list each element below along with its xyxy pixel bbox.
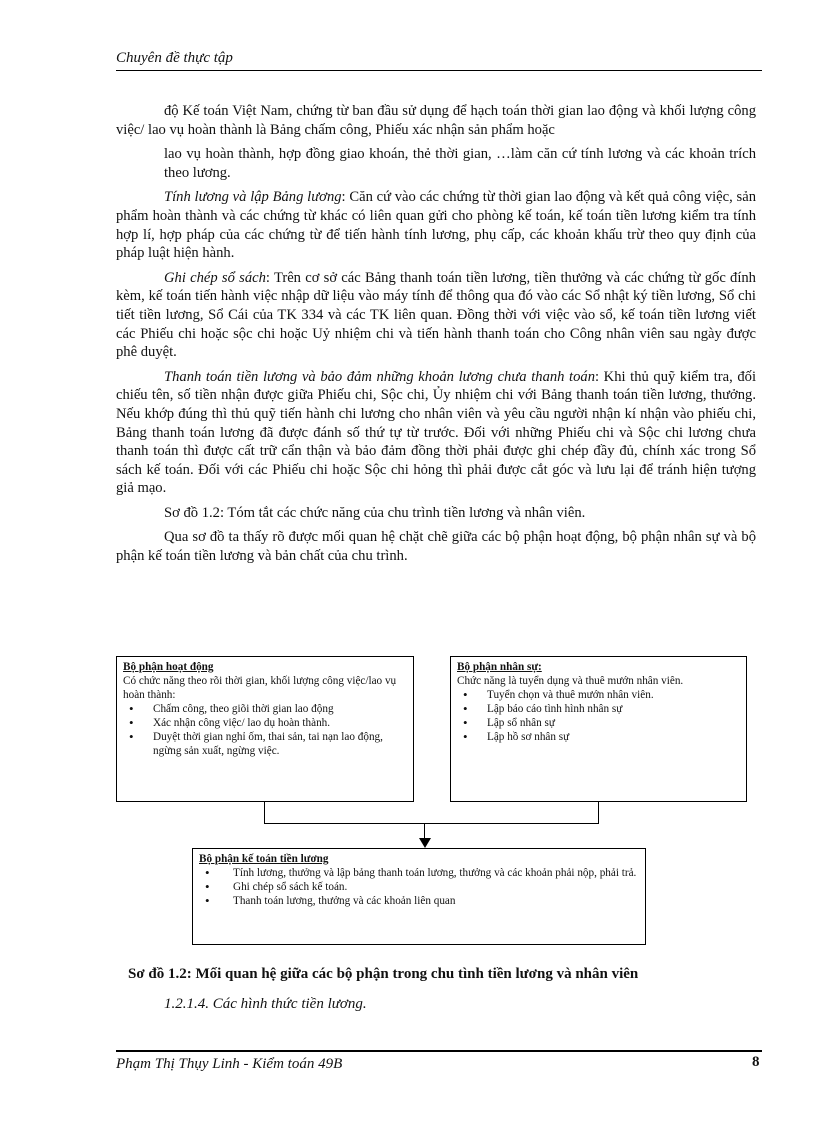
list-item: • Lập sổ nhân sự — [457, 716, 740, 730]
paragraph-3 — [116, 188, 756, 262]
body-text — [116, 102, 756, 572]
list-item: • Tuyển chọn và thuê mướn nhân viên. — [457, 688, 740, 702]
footer-rule — [116, 1050, 762, 1052]
paragraph-1: độ Kế toán Việt Nam, chứng từ ban đầu sử dụng để hạch toán thời gian lao động và khối lượng công việc/ lao vụ hoàn thành là Bảng chấm công, Phiếu xác nhận sản phẩm hoặc — [116, 103, 756, 138]
paragraph-5 — [116, 368, 756, 498]
list-item: • Ghi chép sổ sách kế toán. — [199, 880, 639, 894]
page-number: 8 — [752, 1054, 760, 1070]
paragraph-4-lead: Ghi chép sổ sách — [164, 269, 266, 286]
paragraph-6: Sơ đồ 1.2: Tóm tắt các chức năng của chu trình tiền lương và nhân viên. — [164, 504, 586, 521]
box-left-intro: Có chức năng theo rõi thời gian, khối lượng công việc/lao vụ hoàn thành: — [123, 675, 397, 701]
diagram-caption: Sơ đồ 1.2: Mối quan hệ giữa các bộ phận trong chu tình tiền lương và nhân viên — [128, 966, 639, 982]
box-payroll-accounting — [192, 848, 646, 945]
box-left-title: Bộ phận hoạt động — [123, 661, 214, 673]
list-item: • Thanh toán lương, thưởng và các khoản liên quan — [199, 894, 639, 908]
header-rule — [116, 70, 762, 71]
list-item: • Duyệt thời gian nghỉ ốm, thai sản, tai nạn lao động, ngừng sản xuất, ngừng việc. — [123, 730, 407, 758]
paragraph-2: lao vụ hoàn thành, hợp đồng giao khoán, thẻ thời gian, …làm căn cứ tính lương và các khoản trích theo lương. — [164, 146, 756, 181]
box-hr-department — [450, 656, 747, 802]
box-left-list — [123, 702, 407, 758]
header-title: Chuyên đề thực tập — [116, 50, 233, 66]
paragraph-5-lead: Thanh toán tiền lương và bảo đảm những khoản lương chưa thanh toán — [164, 368, 596, 385]
box-bottom-list — [199, 866, 639, 908]
list-item: • Lập hồ sơ nhân sự — [457, 730, 740, 744]
list-item: • Tính lương, thưởng và lập bảng thanh toán lương, thưởng và các khoản phải nộp, phải trả. — [199, 866, 639, 880]
list-item: • Lập báo cáo tình hình nhân sự — [457, 702, 740, 716]
connector-horizontal — [264, 823, 599, 824]
paragraph-4-text: : Trên cơ sở các Bảng thanh toán tiền lương, tiền thưởng và các chứng từ gốc đính kèm, kế toán tiến hành việc nhập dữ liệu vào máy tính để thông qua đó vào các Sổ nhật ký tiền lương, Sổ chi tiết tiền lương, Sổ Cái của TK 334 và các TK liên quan. Đồng thời với việc vào sổ, kế toán tiền lương viết các Phiếu chi hoặc sộc chi hoặc Uỷ nhiệm chi và tiến hành thanh toán cho Công nhân viên sau ngày được phê duyệt. — [116, 269, 756, 361]
connector-left-down — [264, 802, 265, 824]
section-heading: 1.2.1.4. Các hình thức tiền lương. — [164, 996, 367, 1012]
box-right-intro: Chức năng là tuyển dụng và thuê mướn nhân viên. — [457, 675, 684, 687]
box-bottom-title: Bộ phận kế toán tiền lương — [199, 853, 329, 865]
box-right-title: Bộ phận nhân sự: — [457, 661, 542, 673]
footer-author: Phạm Thị Thụy Linh - Kiểm toán 49B — [116, 1056, 343, 1072]
box-right-list — [457, 688, 740, 744]
paragraph-3-text: : Căn cứ vào các chứng từ thời gian lao động và kết quả công việc, sản phẩm hoàn thành và các chứng từ khác có liên quan gửi cho phòng kế toán, kế toán tiền lương kiểm tra tính hợp lí, hợp pháp của các chứng từ để tiến hành tính lương, phụ cấp, các khoản khấu trừ theo quy định của pháp luật hiện hành. — [116, 189, 756, 262]
connector-right-down — [598, 802, 599, 824]
paragraph-3-lead: Tính lương và lập Bảng lương — [164, 189, 342, 206]
box-operations-department — [116, 656, 414, 802]
paragraph-7: Qua sơ đồ ta thấy rõ được mối quan hệ chặt chẽ giữa các bộ phận hoạt động, bộ phận nhân sự và bộ phận kế toán tiền lương và bản chất của chu trình. — [116, 529, 756, 565]
paragraph-4 — [116, 269, 756, 362]
list-item: • Xác nhận công việc/ lao dụ hoàn thành. — [123, 716, 407, 730]
paragraph-5-text: : Khi thủ quỹ kiểm tra, đối chiếu tên, số tiền nhận được giữa Phiếu chi, Sộc chi, Ủy nhiệm chi với Bảng thanh toán tiền lương, thưởng. Nếu khớp đúng thì thủ quỹ tiến hành chi lương cho nhân viên và yêu cầu người nhận kí nhận vào phiếu chi, Bảng thanh toán lương đã được đánh số thứ tự từ trước. Đối với những Phiếu chi và Sộc chi lương chưa thanh toán thì được cất trữ cẩn thận và bảo đảm đồng thời phải được ghi chép đầy đủ, chính xác trong Sổ sách kế toán. Đối với các Phiếu chi hoặc Sộc chi hỏng thì phải được cắt góc và lưu lại để tránh hiện tượng giả mạo. — [116, 368, 756, 497]
list-item: • Chấm công, theo giõi thời gian lao động — [123, 702, 407, 716]
